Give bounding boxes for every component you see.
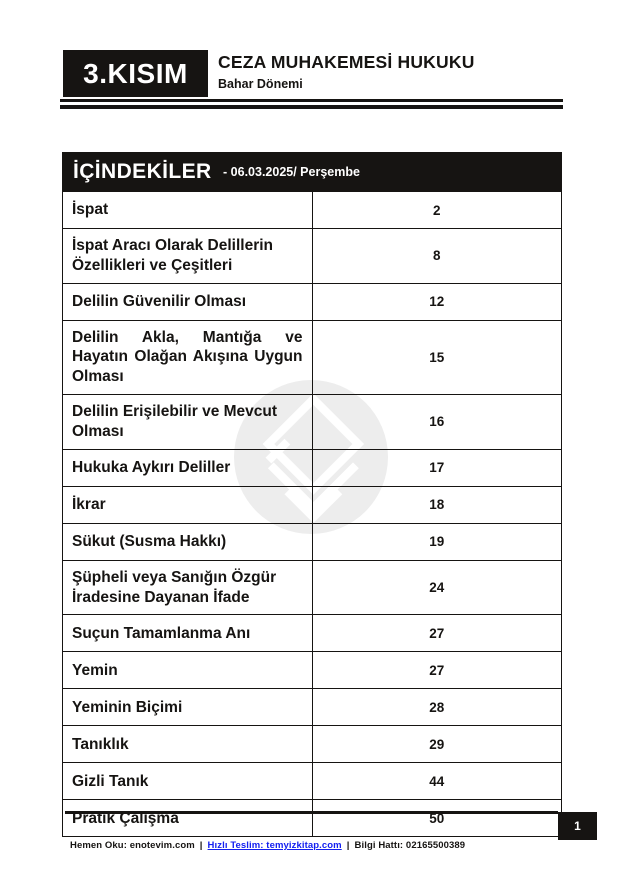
toc-row — [63, 763, 562, 800]
toc-entry-title: Hukuka Aykırı Deliller — [63, 449, 313, 486]
toc-header-row — [63, 153, 562, 192]
footer-contact-line — [70, 840, 465, 851]
toc-row — [63, 283, 562, 320]
footer-left-text: Hemen Oku: enotevim.com — [70, 840, 195, 851]
footer-link[interactable]: Hızlı Teslim: temyizkitap.com — [207, 840, 342, 851]
toc-entry-page: 27 — [312, 652, 562, 689]
toc-entry-title: Sükut (Susma Hakkı) — [63, 523, 313, 560]
toc-entry-title: İspat Aracı Olarak Delillerin Özellikleri ve Çeşitleri — [63, 229, 313, 284]
page-number-badge — [558, 812, 597, 840]
footer-separator: | — [346, 840, 350, 851]
toc-row — [63, 395, 562, 450]
toc-entry-title: İkrar — [63, 486, 313, 523]
toc-entry-page: 24 — [312, 560, 562, 615]
toc-entry-page: 16 — [312, 395, 562, 450]
toc-entry-title: Pratik Çalışma — [63, 800, 313, 837]
toc-entry-title: Suçun Tamamlanma Anı — [63, 615, 313, 652]
toc-row — [63, 449, 562, 486]
section-badge-label: 3.KISIM — [83, 57, 188, 89]
toc-entry-page: 28 — [312, 689, 562, 726]
footer-right-text: Bilgi Hattı: 02165500389 — [354, 840, 466, 851]
toc-header — [63, 153, 562, 192]
toc-row — [63, 523, 562, 560]
toc-entry-title: Delilin Güvenilir Olması — [63, 283, 313, 320]
toc-entry-page: 15 — [312, 320, 562, 394]
toc-row — [63, 800, 562, 837]
toc-date: - 06.03.2025/ Perşembe — [223, 165, 360, 179]
toc-row — [63, 229, 562, 284]
toc-row — [63, 560, 562, 615]
toc-entry-page: 27 — [312, 615, 562, 652]
toc-entry-title: Delilin Erişilebilir ve Mevcut Olması — [63, 395, 313, 450]
toc-entry-page: 50 — [312, 800, 562, 837]
toc-entry-page: 44 — [312, 763, 562, 800]
toc-row — [63, 689, 562, 726]
toc-entry-page: 12 — [312, 283, 562, 320]
toc-entry-page: 2 — [312, 192, 562, 229]
toc-entry-title: Yeminin Biçimi — [63, 689, 313, 726]
term-subtitle: Bahar Dönemi — [218, 77, 303, 91]
footer-separator: | — [199, 840, 203, 851]
toc-entry-page: 8 — [312, 229, 562, 284]
course-title: CEZA MUHAKEMESİ HUKUKU — [218, 52, 475, 72]
toc-title: İÇİNDEKİLER — [73, 160, 212, 183]
toc-entry-title: İspat — [63, 192, 313, 229]
toc-row — [63, 486, 562, 523]
toc-row — [63, 192, 562, 229]
toc-entry-page: 17 — [312, 449, 562, 486]
toc-entry-title: Delilin Akla, Mantığa ve Hayatın Olağan Akışına Uygun Olması — [63, 320, 313, 394]
header-title-block — [218, 52, 475, 91]
toc-row — [63, 320, 562, 394]
toc-entry-title: Yemin — [63, 652, 313, 689]
toc-entry-title: Tanıklık — [63, 726, 313, 763]
toc-row — [63, 615, 562, 652]
toc-entry-title: Şüpheli veya Sanığın Özgür İradesine Dayanan İfade — [63, 560, 313, 615]
page-number: 1 — [574, 819, 581, 833]
toc-entry-page: 18 — [312, 486, 562, 523]
section-badge — [63, 50, 208, 97]
toc-table — [62, 152, 562, 837]
toc-entry-title: Gizli Tanık — [63, 763, 313, 800]
header-double-rule — [60, 99, 563, 109]
toc-entry-page: 19 — [312, 523, 562, 560]
toc-row — [63, 726, 562, 763]
toc-entry-page: 29 — [312, 726, 562, 763]
toc-row — [63, 652, 562, 689]
